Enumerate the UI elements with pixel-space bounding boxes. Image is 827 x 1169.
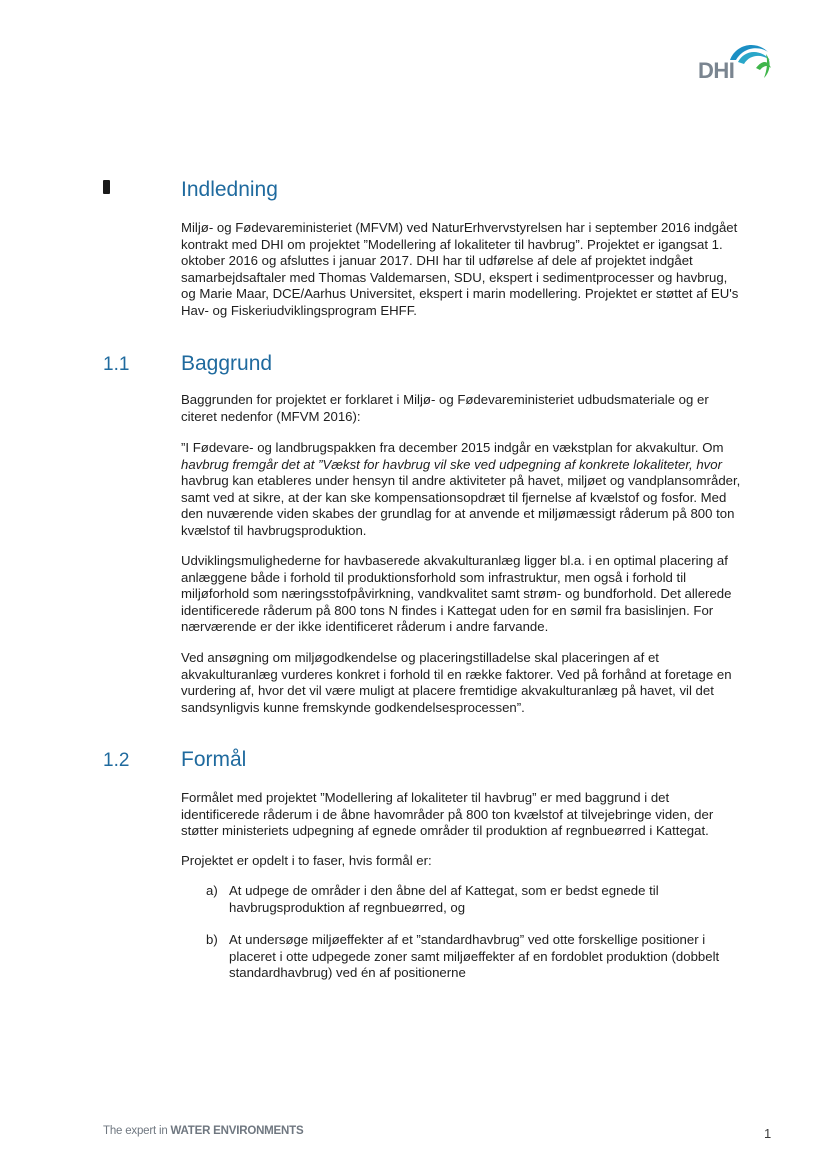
section-1-1-title: Baggrund — [181, 352, 273, 375]
section-1-1-number: 1.1 — [103, 354, 130, 375]
section-1-1-quote-paragraph-2: Udviklingsmulighederne for havbaserede akvakulturanlæg ligger bl.a. i en optimal placering af anlæggene både i forhold til produktionsforhold som infrastruktur, men også i forhold til miljøforhold som næringsstofpåvirkning, vandkvalitet samt strøm- og bundforhold. Det allerede identificerede råderum på 800 tons N findes i Kattegat uden for en sømil fra basislinjen. For nærværende er der ikke identificeret råderum i andre farvande. — [181, 553, 732, 634]
section-1-1-paragraph-1: Baggrunden for projektet er forklaret i Miljø- og Fødevareministeriet udbudsmateriale og er citeret nedenfor (MFVM 2016): — [181, 392, 709, 424]
section-1-2-number: 1.2 — [103, 750, 130, 771]
section-1-1-quote-paragraph-3: Ved ansøgning om miljøgodkendelse og placeringstilladelse skal placeringen af et akvakulturanlæg vurderes konkret i forhold til en række faktorer. Ved på forhånd at foretage en vurdering af, hvor det vil være muligt at placere fremtidige akvakulturanlæg på havet, vil det sandsynligvis kunne fremskynde godkendelsesprocessen”. — [181, 650, 732, 715]
logo-wordmark: DHI — [698, 58, 735, 83]
section-1-2-paragraph-1: Formålet med projektet ”Modellering af lokaliteter til havbrug” er med baggrund i det identificerede råderum i de åbne havområder på 800 ton kvælstof at tilvejebringe viden, der støtter ministeriets udpegning af egnede områder til produktion af regnbueørred i Kattegat. — [181, 790, 714, 838]
section-1-2-paragraph-2: Projektet er opdelt i to faser, hvis formål er: — [181, 853, 432, 868]
list-marker: a) — [206, 883, 218, 898]
list-item-text: At udpege de områder i den åbne del af Kattegat, som er bedst egnede til havbrugsproduktion af regnbueørred, og — [229, 883, 659, 915]
section-1-1-quote-paragraph-1: ”I Fødevare- og landbrugspakken fra december 2015 indgår en vækstplan for akvakultur. Om havbrug fremgår det at ”Vækst for havbrug vil ske ved udpegning af konkrete lokaliteter, hvor havbrug kan etableres under hensyn til andre aktiviteter på havet, miljøet og vandplansområder, samt ved at sikre, at der kan ske kompensationsopdræt til fjernelse af kvælstof og fosfor. Med den nuværende viden skabes der grundlag for at anvende et miljømæssigt råderum på 800 ton kvælstof til havbrugsproduktion. — [181, 440, 741, 538]
list-marker: b) — [206, 932, 218, 947]
section-1-2-title: Formål — [181, 748, 247, 771]
dhi-logo — [698, 38, 774, 82]
chapter-title: Indledning — [181, 178, 278, 201]
chapter-intro-paragraph: Miljø- og Fødevareministeriet (MFVM) ved NaturErhvervstyrelsen har i september 2016 indgået kontrakt med DHI om projektet ”Modellering af lokaliteter til havbrug”. Projektet er igangsat 1. oktober 2016 og afsluttes i januar 2017. DHI har til udførelse af dele af projektet indgået samarbejdsaftaler med Thomas Valdemarsen, SDU, ekspert i sedimentprocesser og havbrug, og Marie Maar, DCE/Aarhus Universitet, ekspert i marin modellering. Projektet er støttet af EU's Hav- og Fiskeriudviklingsprogram EHFF. — [181, 220, 739, 318]
footer-tagline: The expert in WATER ENVIRONMENTS — [103, 1125, 304, 1137]
list-item-text: At undersøge miljøeffekter af et ”standardhavbrug” ved otte forskellige positioner i placeret i otte udpegede zoner samt miljøeffekter af en fordoblet produktion (dobbelt standardhavbrug) ved én af positionerne — [229, 932, 720, 980]
page-number: 1 — [764, 1126, 772, 1141]
